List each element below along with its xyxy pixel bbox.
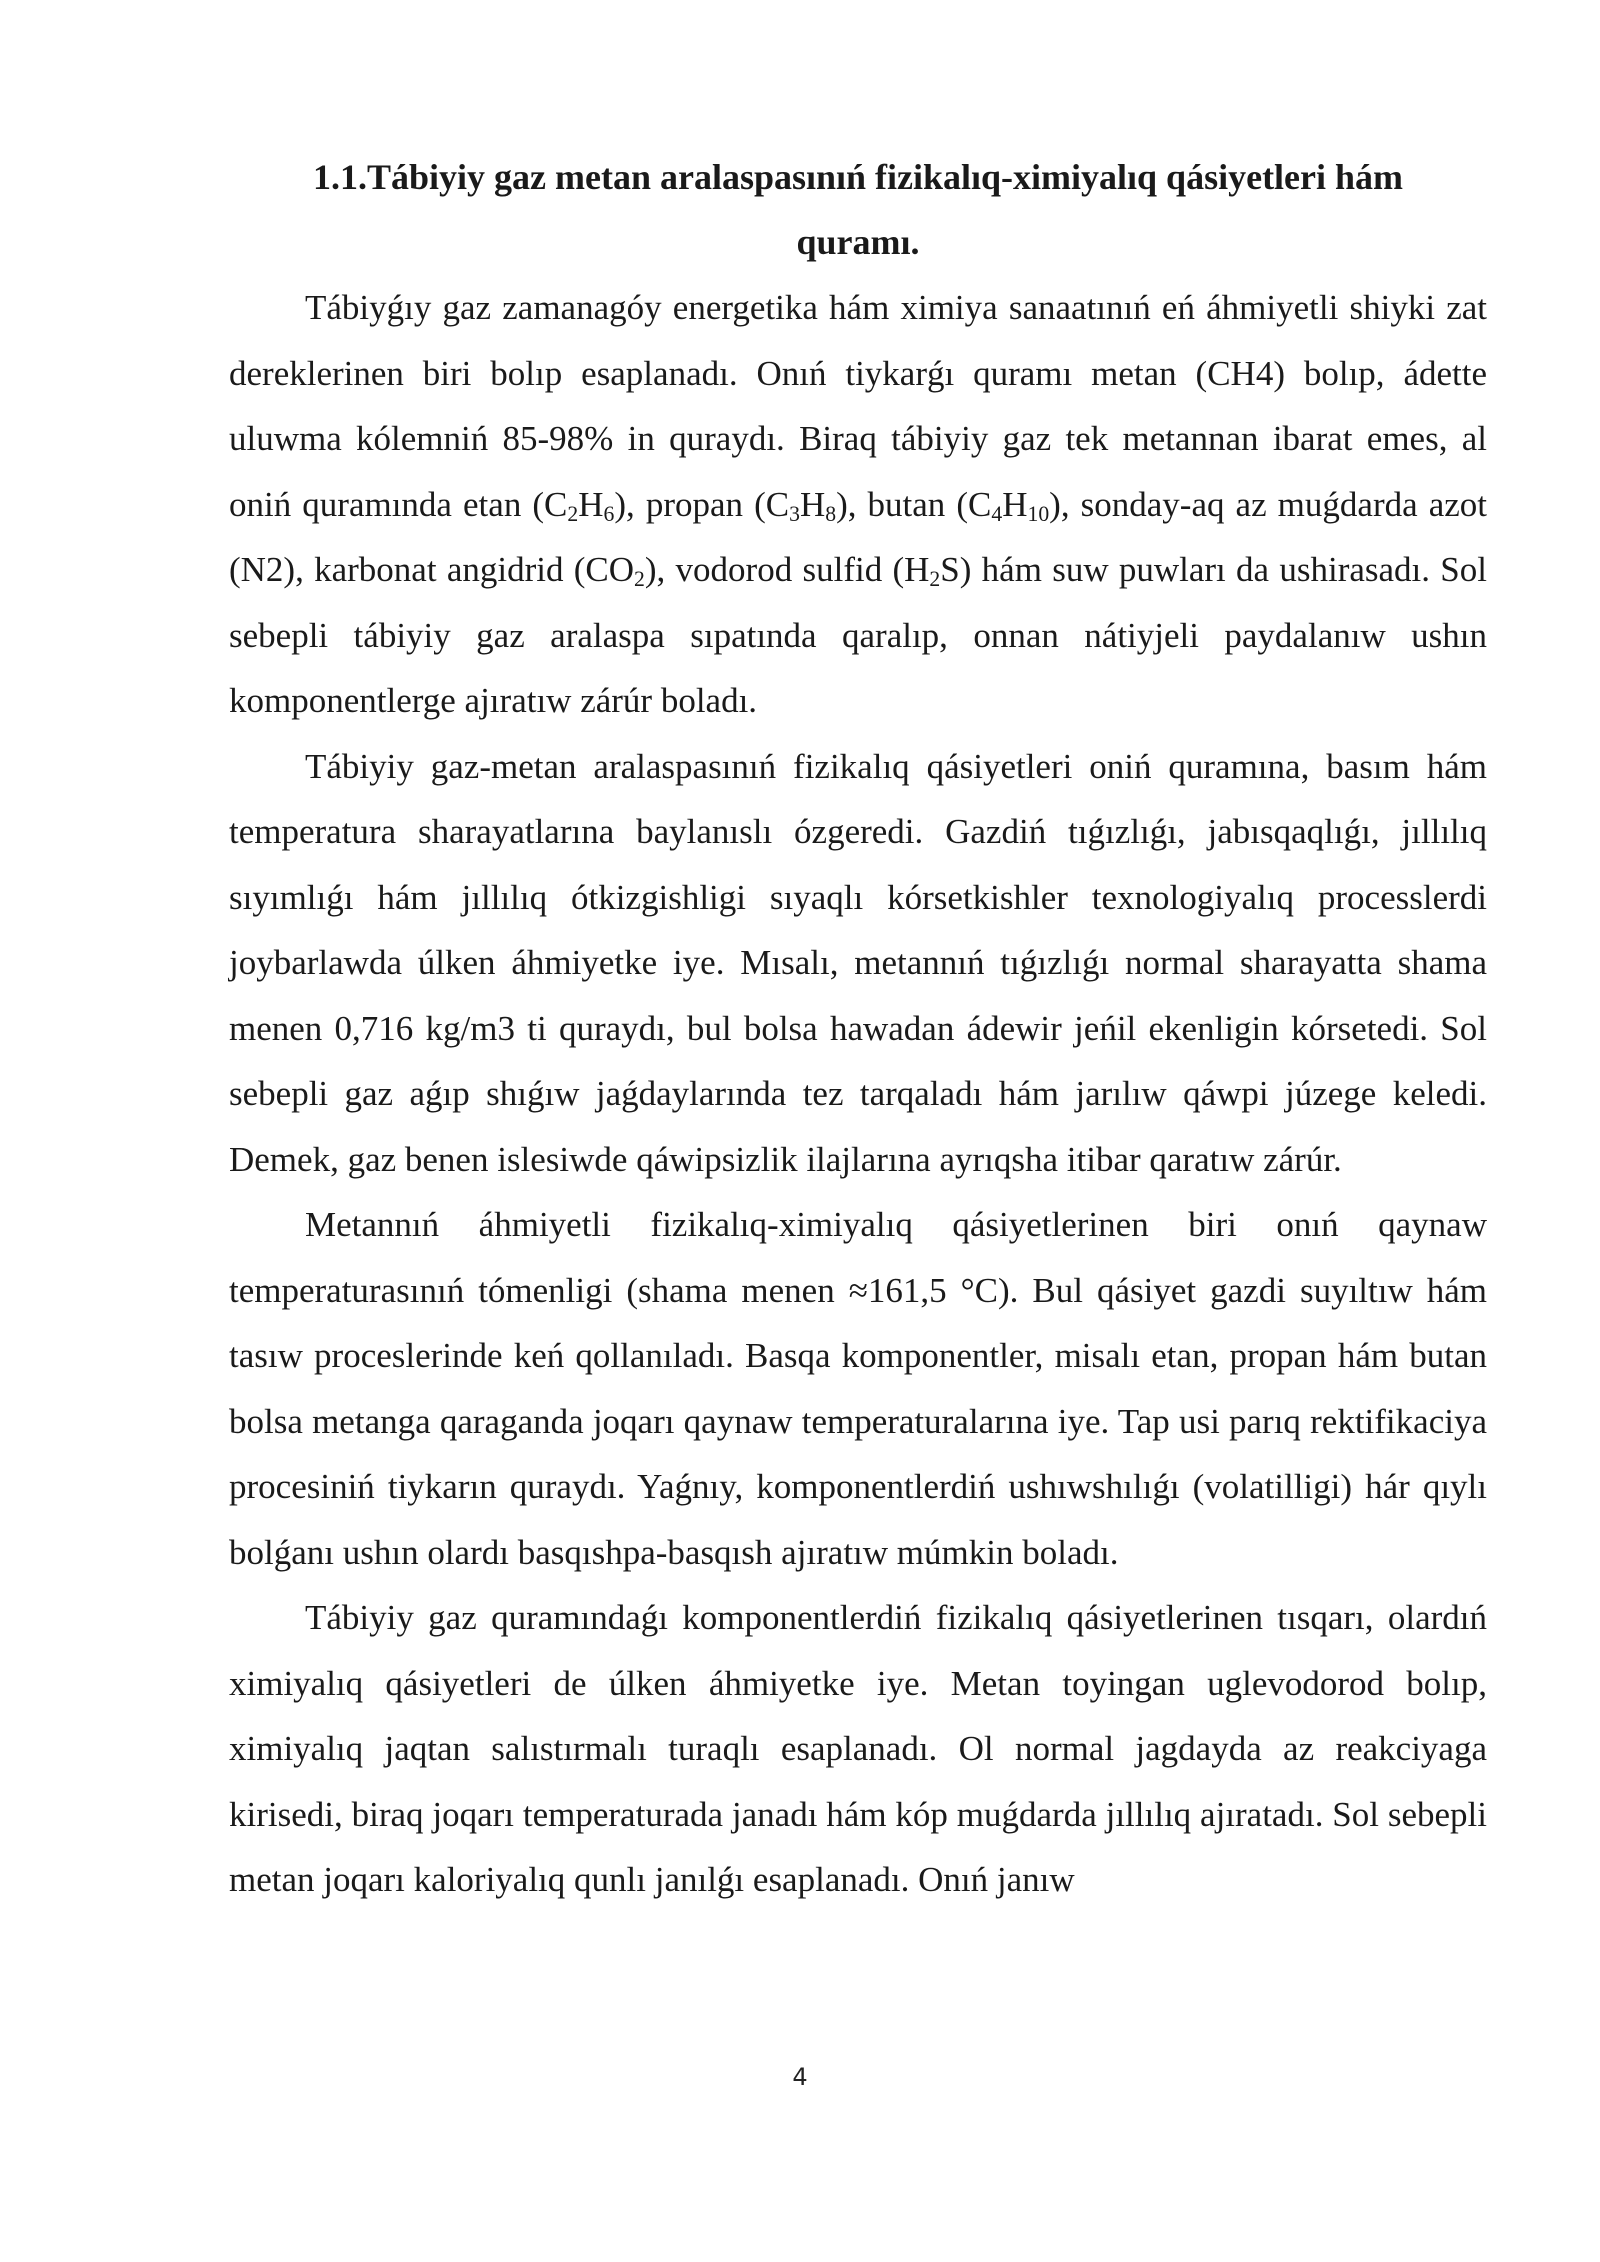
paragraph-chemical-properties: Tábiyiy gaz quramındaǵı komponentlerdiń fizikalıq qásiyetlerinen tısqarı, olardıń ximiyalıq qásiyetleri de úlken áhmiyetke iye. Metan toyingan uglevodorod bolıp, ximiyalıq jaqtan salıstırmalı turaqlı esaplanadı. Ol normal jagdayda az reakciyaga kirisedi, biraq joqarı temperaturada janadı hám kóp muǵdarda jıllılıq ajıratadı. Sol sebepli metan joqarı kaloriyalıq qunlı janılǵı esaplanadı. Onıń janıw [229, 1598, 1487, 1899]
paragraph-natural-gas-composition [229, 275, 1487, 734]
subscript: 2 [567, 501, 579, 526]
text-run: Tábiyǵıy gaz zamanagóy energetika hám ximiya sanaatınıń eń áhmiyetli shiyki zat dereklerinen biri bolıp esaplanadı. Onıń tiykarǵı quramı metan (CH4) bolıp, ádette uluwma kólemniń 85-98% in quraydı. Biraq tábiyiy gaz tek metannan ibarat emes, al oniń quramında etan (C [229, 288, 1487, 524]
subscript: 4 [991, 501, 1003, 526]
subscript: 6 [603, 501, 615, 526]
paragraph-physical-properties: Tábiyiy gaz-metan aralaspasınıń fizikalıq qásiyetleri oniń quramına, basım hám temperatura sharayatlarına baylanıslı ózgeredi. Gazdiń tıǵızlıǵı, jabısqaqlıǵı, jıllılıq sıyımlıǵı hám jıllılıq ótkizgishligi sıyaqlı kórsetkishler texnologiyalıq processlerdi joybarlawda úlken áhmiyetke iye. Mısalı, metannıń tıǵızlıǵı normal sharayatta shama menen 0,716 kg/m3 ti quraydı, bul bolsa hawadan ádewir jeńil ekenligin kórsetedi. Sol sebepli gaz aǵıp shıǵıw jaǵdaylarında tez tarqaladı hám jarılıw qáwpi júzege keledi. Demek, gaz benen islesiwde qáwipsizlik ilajlarına ayrıqsha itibar qaratıw zárúr. [229, 746, 1487, 1179]
subscript: 2 [634, 566, 645, 591]
text-run: H [578, 484, 604, 524]
subscript: 3 [789, 501, 800, 526]
section-heading: 1.1.Tábiyiy gaz metan aralaspasınıń fizikalıq-ximiyalıq qásiyetleri hám quramı. [312, 157, 1404, 262]
document-page [229, 145, 1487, 1913]
text-run: ), butan (C [836, 484, 992, 524]
page-number: 4 [792, 2063, 808, 2091]
text-run: H [799, 484, 826, 524]
subscript: 8 [825, 501, 837, 526]
subscript: 10 [1027, 501, 1050, 526]
text-run: ), vodorod sulfid (H [644, 550, 930, 589]
text-run: ), sonday-aq az muǵdarda azot (N2), karbonat angidrid (CO [229, 484, 1487, 589]
subscript: 2 [929, 566, 941, 591]
text-run: S) hám suw puwları da ushirasadı. Sol sebepli tábiyiy gaz aralaspa sıpatında qaralıp, onnan nátiyjeli paydalanıw ushın komponentlerge ajıratıw zárúr boladı. [229, 550, 1488, 720]
text-run: H [1002, 484, 1028, 524]
text-run: ), propan (C [614, 484, 790, 524]
paragraph-boiling-temperature: Metannıń áhmiyetli fizikalıq-ximiyalıq qásiyetlerinen biri onıń qaynaw temperaturasınıń tómenligi (shama menen ≈161,5 °C). Bul qásiyet gazdi suyıltıw hám tasıw proceslerinde keń qollanıladı. Basqa komponentler, misalı etan, propan hám butan bolsa metanga qaraganda joqarı qaynaw temperaturalarına iye. Tap usi parıq rektifikaciya procesiniń tiykarın quraydı. Yaǵnıy, komponentlerdiń ushıwshılıǵı (volatilligi) hár qıylı bolǵanı ushın olardı basqıshpa-basqısh ajıratıw múmkin boladı. [229, 1205, 1487, 1572]
